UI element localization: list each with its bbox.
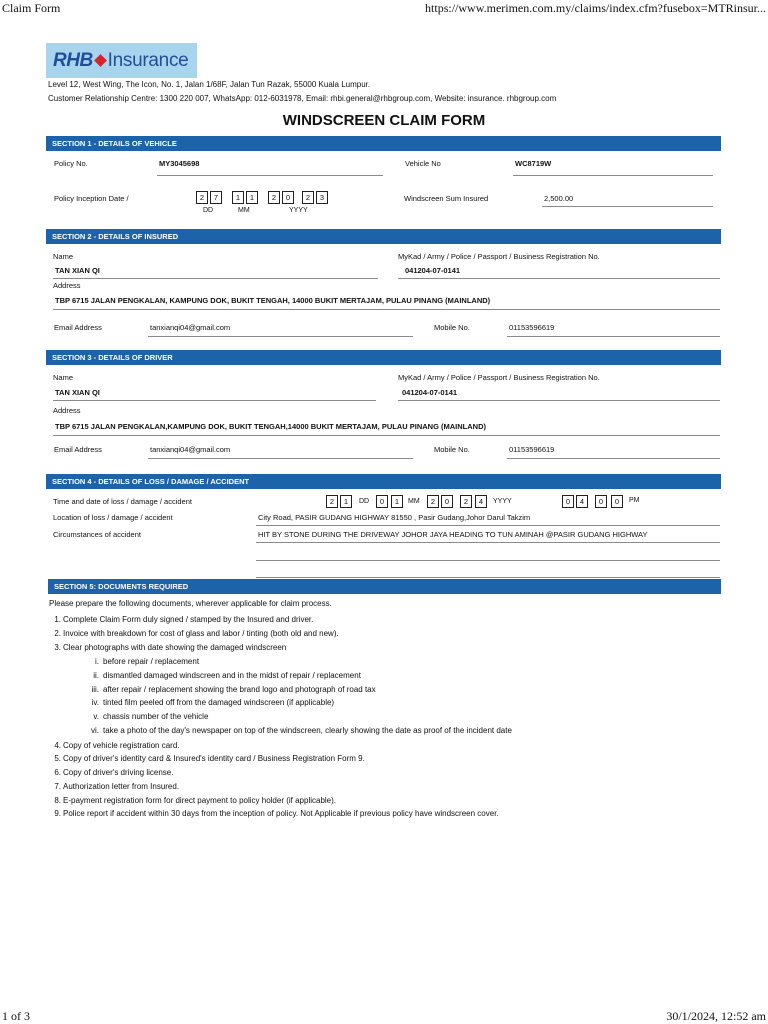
loss-time-digit: 4 [576, 495, 588, 508]
vehicle-no-label: Vehicle No [405, 159, 441, 168]
driver-email-label: Email Address [54, 445, 102, 454]
list-item-number: 9. [54, 809, 61, 818]
insured-name-label: Name [53, 252, 74, 261]
driver-email-value: tanxianqi04@gmail.com [150, 445, 231, 454]
circumstances-underline [256, 560, 720, 561]
section-1-header: SECTION 1 - DETAILS OF VEHICLE [46, 136, 721, 151]
list-item-number: 8. [54, 796, 61, 805]
inception-day-digit: 2 [196, 191, 208, 204]
sub-item: before repair / replacement [103, 657, 200, 666]
circumstances-label: Circumstances of accident [53, 530, 141, 539]
sum-insured-label: Windscreen Sum Insured [404, 194, 489, 203]
inception-day-digit: 7 [210, 191, 222, 204]
list-item-number: 7. [54, 782, 61, 791]
circumstances-value: HIT BY STONE DURING THE DRIVEWAY JOHOR JAYA HEADING TO TUN AMINAH @PASIR GUDANG HIGHWAY [258, 530, 648, 539]
print-page-url: https://www.merimen.com.my/claims/index.cfm?fusebox=MTRinsur... [425, 1, 766, 15]
print-page-number: 1 of 3 [2, 1009, 30, 1023]
driver-mobile-label: Mobile No. [434, 445, 470, 454]
inception-year-digit: 0 [282, 191, 294, 204]
sub-item-number: vi. [91, 726, 99, 735]
list-item: Copy of driver's identity card & Insured's identity card / Business Registration Form 9. [63, 754, 365, 763]
loss-pm-caption: PM [629, 497, 640, 504]
insured-mobile-value: 01153596619 [509, 323, 555, 332]
driver-address-underline [53, 435, 720, 436]
documents-intro: Please prepare the following documents, wherever applicable for claim process. [49, 599, 332, 608]
sub-item-number: iv. [91, 698, 99, 707]
loss-dd-caption: DD [359, 498, 370, 505]
sub-item: after repair / replacement showing the brand logo and photograph of road tax [103, 685, 376, 694]
loss-day-digit: 1 [340, 495, 352, 508]
loss-year-digit: 2 [427, 495, 439, 508]
company-contact: Customer Relationship Centre: 1300 220 007, WhatsApp: 012-6031978, Email: rhbi.general@rhbgroup.com, Website: insurance. rhbgroup.com [48, 94, 557, 103]
inception-year-digit: 3 [316, 191, 328, 204]
driver-address-value: TBP 6715 JALAN PENGKALAN,KAMPUNG DOK, BUKIT TENGAH,14000 BUKIT MERTAJAM, PULAU PINANG (MAINLAND) [55, 422, 487, 431]
insured-mobile-underline [507, 336, 720, 337]
driver-address-label: Address [53, 406, 81, 415]
insured-mobile-label: Mobile No. [434, 323, 470, 332]
logo-brand-text: RHB [53, 49, 93, 71]
policy-no-label: Policy No. [54, 159, 88, 168]
section-3-header: SECTION 3 - DETAILS OF DRIVER [46, 350, 721, 365]
section-5-header: SECTION 5: DOCUMENTS REQUIRED [48, 579, 721, 594]
inception-year-digit: 2 [302, 191, 314, 204]
loss-location-underline [256, 525, 720, 526]
list-item: Copy of vehicle registration card. [63, 741, 180, 750]
logo-diamond-icon [94, 54, 107, 67]
vehicle-no-underline [513, 175, 713, 176]
loss-month-digit: 1 [391, 495, 403, 508]
sub-item: tinted film peeled off from the damaged windscreen (if applicable) [103, 698, 335, 707]
loss-mm-caption: MM [408, 498, 420, 505]
list-item: Authorization letter from Insured. [63, 782, 180, 791]
rhb-insurance-logo [46, 43, 197, 78]
list-item-number: 4. [54, 741, 61, 750]
logo-name-text: Insurance [107, 49, 189, 71]
sum-insured-value: 2,500.00 [544, 194, 574, 203]
loss-yyyy-caption: YYYY [493, 498, 512, 505]
driver-mobile-value: 01153596619 [509, 445, 555, 454]
insured-id-underline [398, 278, 720, 279]
sub-item: chassis number of the vehicle [103, 712, 209, 721]
section-2-header: SECTION 2 - DETAILS OF INSURED [46, 229, 721, 244]
form-title: WINDSCREEN CLAIM FORM [282, 112, 486, 129]
inception-dd-caption: DD [203, 207, 214, 214]
driver-name-label: Name [53, 373, 74, 382]
inception-month-digit: 1 [246, 191, 258, 204]
list-item: Complete Claim Form duly signed / stamped by the Insured and driver. [63, 615, 314, 624]
inception-year-digit: 2 [268, 191, 280, 204]
sub-item-number: i. [95, 657, 99, 666]
insured-address-underline [53, 309, 720, 310]
driver-name-value: TAN XIAN QI [55, 388, 100, 397]
loss-time-digit: 0 [595, 495, 607, 508]
insured-email-value: tanxianqi04@gmail.com [150, 323, 231, 332]
sub-item: dismantled damaged windscreen and in the midst of repair / replacement [103, 671, 361, 680]
list-item: Copy of driver's driving license. [63, 768, 174, 777]
sub-item: take a photo of the day's newspaper on top of the windscreen, clearly showing the date as proof of the incident date [103, 726, 512, 735]
loss-time-digit: 0 [611, 495, 623, 508]
sub-item-number: ii. [93, 671, 99, 680]
list-item-number: 2. [54, 629, 61, 638]
insured-address-value: TBP 6715 JALAN PENGKALAN, KAMPUNG DOK, BUKIT TENGAH, 14000 BUKIT MERTAJAM, PULAU PINANG (MAINLAND) [55, 296, 491, 305]
list-item-number: 3. [54, 643, 61, 652]
inception-yyyy-caption: YYYY [289, 207, 308, 214]
loss-location-value: City Road, PASIR GUDANG HIGHWAY 81550 , Pasir Gudang,Johor Darul Takzim [258, 513, 531, 522]
list-item: E-payment registration form for direct payment to policy holder (if applicable). [63, 796, 337, 805]
driver-id-label: MyKad / Army / Police / Passport / Business Registration No. [398, 373, 600, 382]
loss-time-label: Time and date of loss / damage / accident [53, 497, 192, 506]
inception-mm-caption: MM [238, 207, 250, 214]
insured-id-value: 041204-07-0141 [405, 266, 461, 275]
sum-insured-underline [542, 206, 713, 207]
driver-name-underline [53, 400, 376, 401]
insured-name-value: TAN XIAN QI [55, 266, 100, 275]
insured-email-underline [148, 336, 413, 337]
sub-item-number: v. [93, 712, 99, 721]
list-item: Invoice with breakdown for cost of glass and labor / tinting (both old and new). [63, 629, 339, 638]
driver-mobile-underline [507, 458, 720, 459]
loss-year-digit: 4 [475, 495, 487, 508]
driver-id-underline [398, 400, 720, 401]
list-item-number: 5. [54, 754, 61, 763]
driver-id-value: 041204-07-0141 [402, 388, 458, 397]
section-4-header: SECTION 4 - DETAILS OF LOSS / DAMAGE / ACCIDENT [46, 474, 721, 489]
print-page-title: Claim Form [2, 1, 61, 15]
inception-date-label: Policy Inception Date / [54, 194, 129, 203]
print-datetime: 30/1/2024, 12:52 am [666, 1009, 766, 1023]
insured-name-underline [53, 278, 378, 279]
loss-year-digit: 0 [441, 495, 453, 508]
inception-month-digit: 1 [232, 191, 244, 204]
insured-id-label: MyKad / Army / Police / Passport / Business Registration No. [398, 252, 600, 261]
loss-month-digit: 0 [376, 495, 388, 508]
insured-email-label: Email Address [54, 323, 102, 332]
circumstances-underline [256, 577, 720, 578]
company-address: Level 12, West Wing, The Icon, No. 1, Jalan 1/68F, Jalan Tun Razak, 55000 Kuala Lumpur. [48, 80, 371, 89]
loss-day-digit: 2 [326, 495, 338, 508]
list-item: Police report if accident within 30 days from the inception of policy. Not Applicable if previous policy have windscreen cover. [63, 809, 499, 818]
list-item: Clear photographs with date showing the damaged windscreen [63, 643, 287, 652]
policy-no-value: MY3045698 [159, 159, 200, 168]
loss-location-label: Location of loss / damage / accident [53, 513, 173, 522]
policy-no-underline [157, 175, 383, 176]
vehicle-no-value: WC8719W [515, 159, 552, 168]
driver-email-underline [148, 458, 413, 459]
list-item-number: 6. [54, 768, 61, 777]
loss-time-digit: 0 [562, 495, 574, 508]
circumstances-underline [256, 542, 720, 543]
loss-year-digit: 2 [460, 495, 472, 508]
insured-address-label: Address [53, 281, 81, 290]
list-item-number: 1. [54, 615, 61, 624]
sub-item-number: iii. [91, 685, 99, 694]
